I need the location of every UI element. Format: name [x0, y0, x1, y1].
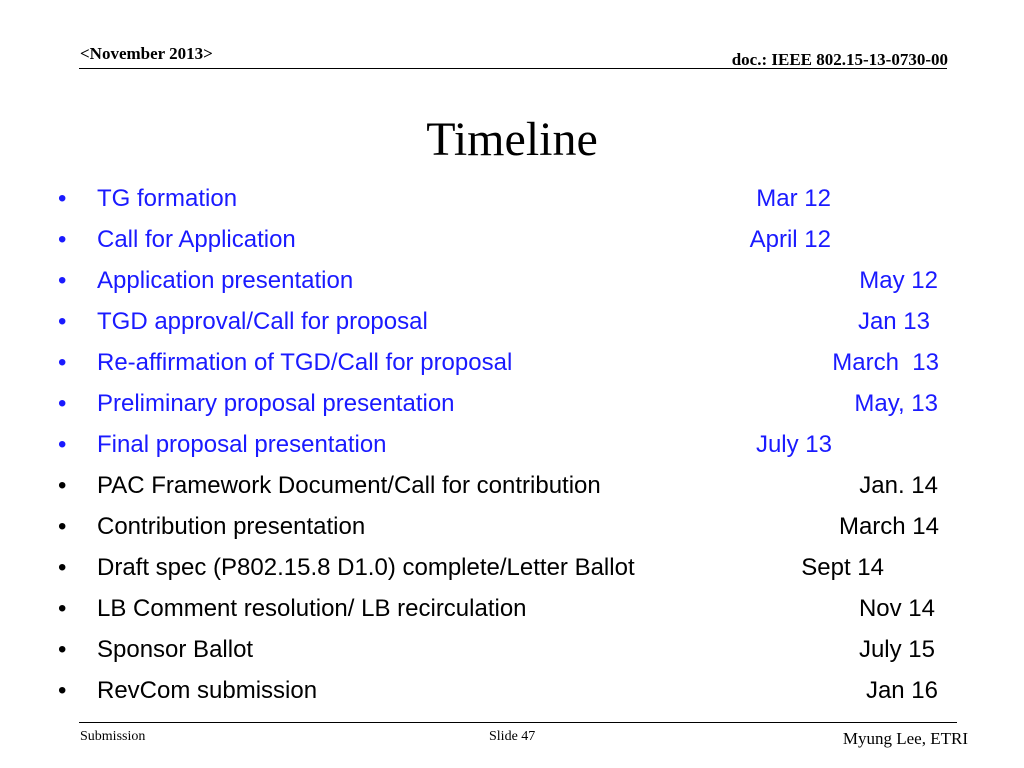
timeline-item-date: July 13 — [755, 431, 832, 458]
bullet-icon: • — [58, 185, 67, 212]
slide-title: Timeline — [426, 113, 598, 166]
bullet-icon: • — [58, 308, 67, 335]
bullet-icon: • — [58, 677, 67, 704]
timeline-item-label: Preliminary proposal presentation — [97, 390, 455, 417]
footer-submission: Submission — [80, 729, 146, 744]
timeline-item — [0, 388, 1024, 420]
timeline-item-label: Contribution presentation — [97, 513, 366, 540]
timeline-item-date: May, 13 — [854, 390, 938, 417]
timeline-item — [0, 634, 1024, 666]
bullet-icon: • — [58, 595, 67, 622]
timeline-item-label: PAC Framework Document/Call for contribution — [97, 472, 601, 499]
bullet-icon: • — [58, 390, 67, 417]
timeline-item — [0, 593, 1024, 625]
timeline-item-label: Draft spec (P802.15.8 D1.0) complete/Letter Ballot — [97, 554, 635, 581]
timeline-item — [0, 552, 1024, 584]
timeline-item-date: July 15 — [858, 636, 935, 663]
timeline-item-date: May 12 — [859, 267, 938, 294]
footer-author: Myung Lee, ETRI — [842, 729, 968, 748]
timeline-item-label: Re-affirmation of TGD/Call for proposal — [97, 349, 513, 376]
timeline-item-label: Sponsor Ballot — [97, 636, 254, 663]
timeline-item-label: Call for Application — [97, 226, 296, 253]
bullet-icon: • — [58, 267, 67, 294]
timeline-item-date: Jan 16 — [865, 677, 938, 704]
timeline-item-label: LB Comment resolution/ LB recirculation — [97, 595, 527, 622]
timeline-item — [0, 470, 1024, 502]
bullet-icon: • — [58, 349, 67, 376]
timeline-item-date: Sept 14 — [801, 554, 884, 581]
timeline-item-label: TG formation — [97, 185, 238, 212]
timeline-item-date: Nov 14 — [858, 595, 935, 622]
bullet-icon: • — [58, 431, 67, 458]
footer-slide-number: Slide 47 — [489, 729, 536, 744]
timeline-item — [0, 306, 1024, 338]
timeline-item — [0, 429, 1024, 461]
timeline-item — [0, 347, 1024, 379]
footer-divider — [79, 722, 957, 723]
timeline-item-label: Application presentation — [97, 267, 354, 294]
timeline-item-date: April 12 — [749, 226, 831, 253]
header-date: <November 2013> — [80, 44, 213, 63]
timeline-item — [0, 183, 1024, 215]
bullet-icon: • — [58, 472, 67, 499]
timeline-item-label: RevCom submission — [97, 677, 318, 704]
timeline-item — [0, 224, 1024, 256]
timeline-item-date: Mar 12 — [756, 185, 831, 212]
bullet-icon: • — [58, 513, 67, 540]
timeline-item-date: March 13 — [832, 349, 939, 376]
timeline-item-date: Jan 13 — [857, 308, 930, 335]
timeline-item-label: Final proposal presentation — [97, 431, 387, 458]
timeline-item — [0, 511, 1024, 543]
timeline-item-label: TGD approval/Call for proposal — [97, 308, 428, 335]
timeline-item-date: Jan. 14 — [859, 472, 938, 499]
timeline-item — [0, 675, 1024, 707]
header-doc-id: doc.: IEEE 802.15-13-0730-00 — [731, 50, 948, 69]
bullet-icon: • — [58, 554, 67, 581]
header-divider — [79, 68, 947, 69]
bullet-icon: • — [58, 226, 67, 253]
bullet-icon: • — [58, 636, 67, 663]
timeline-item-date: March 14 — [838, 513, 939, 540]
timeline-item — [0, 265, 1024, 297]
